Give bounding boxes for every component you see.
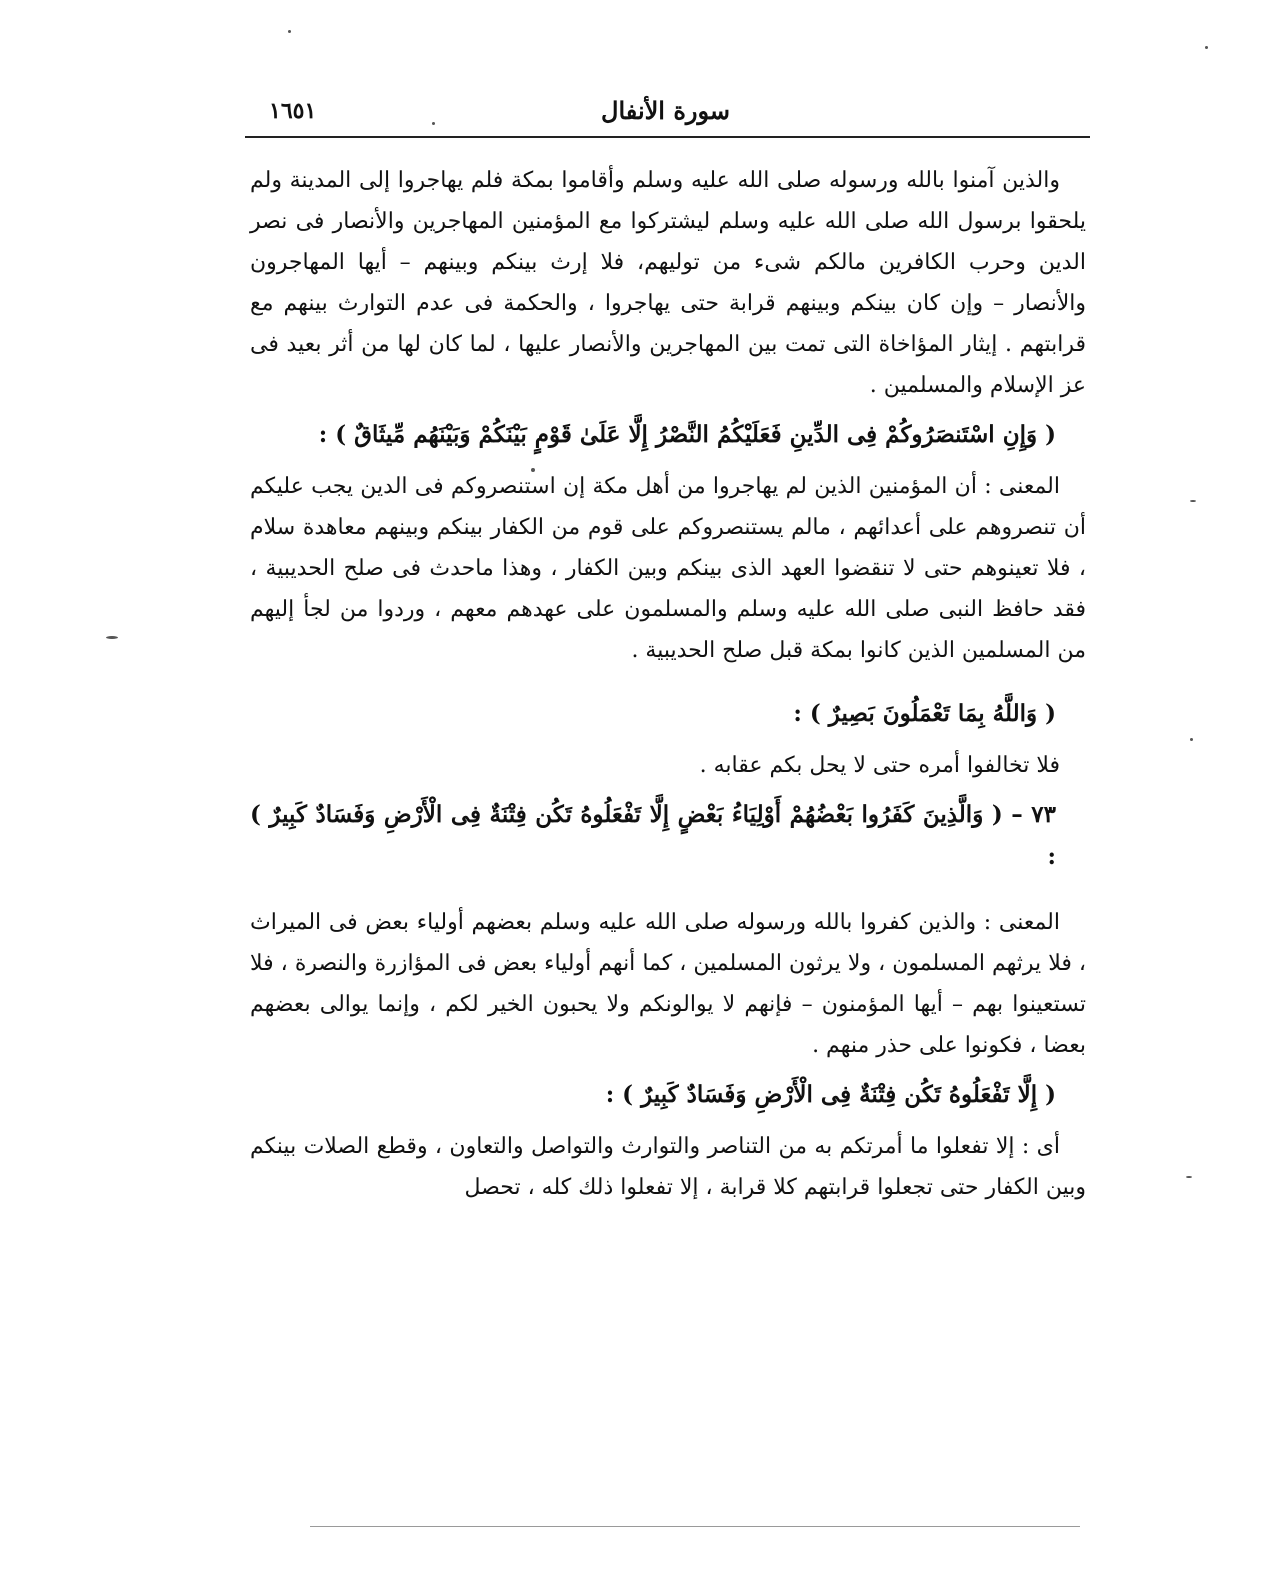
header-divider xyxy=(245,136,1090,138)
page-number: ١٦٥١ xyxy=(269,98,317,124)
footer-divider xyxy=(310,1526,1080,1527)
spacer xyxy=(250,671,1086,685)
paragraph: المعنى : والذين كفروا بالله ورسوله صلى الله عليه وسلم بعضهم أولياء بعض فى الميراث ، فلا يرثهم المسلمون ، ولا يرثون المسلمين ، كما أنهم أولياء بعض فى المؤازرة والنصرة ، فلا تستعينوا بهم – أيها المؤمنون – فإنهم لا يوالونكم ولا يحبون الخير لكم ، وإنما يوالى بعضهم بعضا ، فكونوا على حذر منهم . xyxy=(250,910,1086,1058)
spacer xyxy=(250,888,1086,902)
quran-verse: ( إِلَّا تَفْعَلُوهُ تَكُن فِتْنَةٌ فِى الْأَرْضِ وَفَسَادٌ كَبِيرٌ ) : xyxy=(605,1081,1056,1108)
scan-speck xyxy=(531,468,535,472)
quran-verse: ٧٣ – ( وَالَّذِينَ كَفَرُوا بَعْضُهُمْ أَوْلِيَاءُ بَعْضٍ إِلَّا تَفْعَلُوهُ تَكُن فِتْنَةٌ فِى الْأَرْضِ وَفَسَادٌ كَبِيرٌ ) : xyxy=(250,801,1056,870)
scan-speck xyxy=(288,30,291,33)
scan-speck xyxy=(1186,1176,1192,1178)
surah-title: سورة الأنفال xyxy=(601,96,730,125)
paragraph: المعنى : أن المؤمنين الذين لم يهاجروا من أهل مكة إن استنصروكم فى الدين يجب عليكم أن تنصروهم على أعدائهم ، مالم يستنصروكم على قوم من الكفار بينكم وبينهم معاهدة سلام ، فلا تعينوهم حتى لا تنقضوا العهد الذى بينكم وبين الكفار ، وهذا ماحدث فى صلح الحديبية ، فقد حافظ النبى صلى الله عليه وسلم والمسلمون على عهدهم معهم ، وردوا من لجأ إليهم من المسلمين الذين كانوا بمكة قبل صلح الحديبية . xyxy=(250,474,1086,663)
scan-speck xyxy=(1190,500,1196,502)
scan-speck xyxy=(1190,738,1193,741)
paragraph: والذين آمنوا بالله ورسوله صلى الله عليه وسلم وأقاموا بمكة فلم يهاجروا إلى المدينة ولم يلحقوا برسول الله صلى الله عليه وسلم ليشتركوا مع المؤمنين المهاجرين والأنصار فى نصر الدين وحرب الكافرين مالكم شىء من توليهم، فلا إرث بينكم وبينهم – أيها المهاجرون والأنصار – وإن كان بينكم وبينهم قرابة حتى يهاجروا ، والحكمة فى عدم التوارث بينهم مع قرابتهم . إيثار المؤاخاة التى تمت بين المهاجرين والأنصار عليها ، لما كان لها من أثر بعيد فى عز الإسلام والمسلمين . xyxy=(250,168,1086,398)
page-header xyxy=(245,92,1090,136)
scan-speck xyxy=(432,122,435,125)
scan-speck xyxy=(106,636,118,639)
scan-speck xyxy=(1205,46,1208,49)
paragraph: أى : إلا تفعلوا ما أمرتكم به من التناصر والتوارث والتواصل والتعاون ، وقطع الصلات بينكم وبين الكفار حتى تجعلوا قرابتهم كلا قرابة ، إلا تفعلوا ذلك كله ، تحصل xyxy=(250,1134,1086,1200)
quran-verse: ( وَاللَّهُ بِمَا تَعْمَلُونَ بَصِيرٌ ) : xyxy=(793,700,1056,727)
page-body xyxy=(250,160,1086,1208)
quran-verse: ( وَإِنِ اسْتَنصَرُوكُمْ فِى الدِّينِ فَعَلَيْكُمُ النَّصْرُ إِلَّا عَلَىٰ قَوْمٍ بَيْنَكُمْ وَبَيْنَهُم مِّيثَاقٌ ) : xyxy=(318,421,1056,448)
paragraph: فلا تخالفوا أمره حتى لا يحل بكم عقابه . xyxy=(699,753,1060,778)
